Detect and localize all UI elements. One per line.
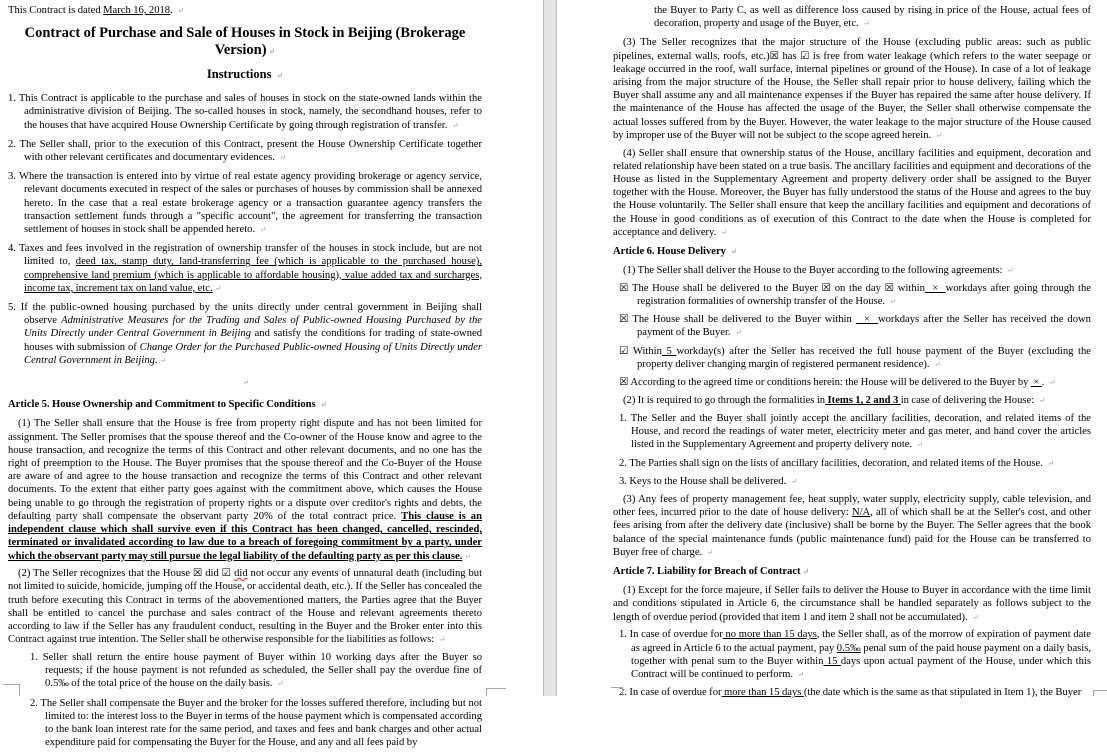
text-run: (1) Except for the force majeure, if Seller fails to deliver the House to Buyer in accordance with the time limit and conditions stipulated in Article 6, the circumstance shall be handled separately as follows subject to the length of overdue period (provided that item 1 and item 2 shall not be accumulated). bbox=[613, 585, 1091, 623]
text-run: 2. In case of overdue for bbox=[619, 687, 722, 699]
paragraph-mark-icon: ↵ bbox=[720, 227, 728, 237]
article5-clause-3 bbox=[613, 36, 1091, 142]
text-run: Instructions bbox=[206, 67, 275, 82]
paragraph-mark-icon: ↵ bbox=[916, 440, 924, 450]
page-2[interactable] bbox=[557, 0, 1107, 699]
text-run: ☒ According to the agreed time or conditions herein: the House will be delivered to the Buyer by bbox=[619, 377, 1031, 389]
text-run: not occur any events of unnatural death (including but not limited to suicide, homicide, jumping off the House, or accidental death, etc.). If the Seller has concealed the truth before executing this Contract in terms of the abovementioned matters, the Parties agree that the Buyer shall be entitled to cancel the purchase and sales contract of the House and relevant agreements thereto according to law if the Seller has any fraudulent conduct, resulting in the Buyer and the Broker enter into this Contract against true intention. The Seller shall be otherwise responsible for the liabilities as follows: bbox=[8, 568, 483, 646]
crop-mark-left-page-bottom-right bbox=[486, 688, 506, 696]
text-run: deed tax, stamp duty, land-transferring fee (which is applicable to the purchased house), comprehensive land premium (which is applicable to affordable housing), value added tax and surcharges, income tax, increment tax on land value, etc. bbox=[24, 256, 482, 294]
crop-mark-right-page-bottom-right bbox=[1093, 690, 1107, 696]
text-run: × bbox=[855, 314, 878, 326]
text-run: March 16, 2018 bbox=[103, 5, 171, 16]
article-5-heading bbox=[8, 398, 482, 411]
paragraph-mark-icon: ↵ bbox=[934, 359, 941, 369]
page-1[interactable] bbox=[0, 0, 543, 749]
text-run: Contract of Purchase and Sale of Houses in Stock in Beijing (Brokerage Version) bbox=[24, 25, 466, 59]
text-run: Change Order for the Purchased Public-owned Housing of Units Directly under Central Government in Beijing bbox=[24, 341, 482, 366]
text-run: in case of delivering the House: bbox=[900, 395, 1037, 407]
text-run: 3. Keys to the House shall be delivered. bbox=[619, 475, 789, 487]
article5-clause-2 bbox=[8, 567, 482, 646]
delivery-option-3 bbox=[613, 345, 1091, 371]
instruction-item-4 bbox=[8, 242, 482, 295]
delivery-option-4 bbox=[613, 376, 1091, 389]
page-1-text-column bbox=[8, 4, 482, 755]
paragraph-mark-icon: ↵ bbox=[1038, 396, 1046, 406]
text-run: This clause is an independent clause which shall survive even if this Contract has been changed, cancelled, rescinded, terminated or invalidated according to law due to a breach of foregoing commitment by a party, under which the observant party may still pursue the legal liability of the defaulting party as per this clause. bbox=[8, 510, 482, 562]
text-run: . bbox=[170, 5, 176, 16]
paragraph-mark-icon: ↵ bbox=[177, 6, 184, 15]
paragraph-mark-icon: ↵ bbox=[159, 355, 167, 365]
text-run: This Contract is dated bbox=[8, 5, 104, 16]
text-run: (1) The Seller shall deliver the House to the Buyer according to the following agreements: bbox=[623, 265, 1005, 277]
text-run: 4. Taxes and fees involved in the registration of ownership transfer of the houses in stock include, but are not limited to, bbox=[8, 243, 482, 268]
text-run: 1. This Contract is applicable to the purchase and sales of houses in stock on the state-owned lands within the administrative division of Beijing. The so-called houses in stock, namely, the secondhand houses, refer to the houses that have acquired House Ownership Certificate by going through registration of transfer. bbox=[8, 93, 482, 131]
paragraph-mark-icon: ↵ bbox=[279, 153, 287, 163]
section-title-instructions bbox=[8, 67, 482, 83]
text-run: . bbox=[154, 354, 158, 366]
text-run: . bbox=[1041, 377, 1047, 389]
text-run: 0.5‰ bbox=[836, 642, 861, 654]
instruction-item-5 bbox=[8, 301, 482, 367]
text-run: (2) It is required to go through the formalities in bbox=[623, 395, 826, 407]
formality-item-3 bbox=[613, 475, 1091, 488]
text-run: 3. Where the transaction is entered into by virtue of real estate agency providing brokerage or agency service, relevant documents executed in respect of the sales or purchases of houses by commission shall be annexed hereto. In the case that a real estate brokerage agency or a transaction guarantee agency transfers the transaction settlement funds through a "specific account", the agreement for transferring the transaction settlement of houses in stock shall be appended hereto. bbox=[8, 171, 482, 236]
paragraph-mark-icon: ↵ bbox=[451, 120, 459, 130]
paragraph-mark-icon: ↵ bbox=[277, 679, 284, 689]
text-run: 2. The Seller shall, prior to the execution of this Contract, present the House Ownership Certificate together with other relevant certificates and documentary evidences. bbox=[8, 138, 482, 164]
article6-clause-1 bbox=[613, 264, 1091, 277]
paragraph-mark-icon: ↵ bbox=[1006, 266, 1014, 276]
text-run: workdays after going through the registration formalities of ownership transfer of the House. bbox=[637, 282, 1091, 308]
formality-item-1 bbox=[613, 412, 1091, 452]
text-run: , all of which shall be at the Seller's cost, and other fees arising from after the delivery date (inclusive) shall be borne by the Buyer. The Seller agrees that the book balance of the special maintenance funds (public maintenance fund) paid for the House can be transferred to Buyer free of charge. bbox=[613, 507, 1091, 558]
paragraph-mark-icon: ↵ bbox=[268, 47, 276, 57]
article6-clause-3 bbox=[613, 493, 1091, 559]
text-run: ☒ The House shall be delivered to the Buyer within bbox=[619, 314, 856, 326]
paragraph-mark-icon: ↵ bbox=[706, 547, 714, 557]
overdue-item-1 bbox=[613, 628, 1091, 681]
text-run: 5. If the public-owned housing purchased by the units directly under central government in Beijing shall observe bbox=[8, 302, 482, 327]
paragraph-mark-icon: ↵ bbox=[889, 297, 897, 307]
paragraph-mark-icon: ↵ bbox=[790, 476, 798, 486]
paragraph-mark-icon: ↵ bbox=[214, 283, 222, 293]
paragraph-mark-icon: ↵ bbox=[242, 378, 250, 388]
paragraph-mark-icon: ↵ bbox=[863, 19, 870, 29]
instruction-item-2 bbox=[8, 138, 482, 164]
text-run: Article 5. House Ownership and Commitment to Specific Conditions bbox=[8, 399, 319, 411]
text-run: 1. In case of overdue for bbox=[619, 629, 723, 641]
article6-clause-2 bbox=[613, 394, 1091, 407]
text-run: (1) The Seller shall ensure that the House is free from property right dispute and has not been limited for assignment. The Seller promises that the spouse thereof and the Co-owner of the House know and agree to the house transaction, and recognize the terms of this Contract and other relevant documents, and no one has the right of preemption to the House. The Buyer promises that the spouse thereof and the Co-Buyer of the House are aware of and agree to the house transaction and recognize the terms of this Contract and other relevant documents. To the extent that either party goes against with the commitment above, which causes the House being unable to go through the registration of property rights or a dispute over creditor's rights and debts, the defaulting party shall compensate the observant party 20% of the total contract price. bbox=[8, 418, 482, 522]
paragraph-mark-icon: ↵ bbox=[972, 612, 979, 622]
text-run: no more than 15 days bbox=[722, 629, 817, 641]
text-run: 2. The Parties shall sign on the lists of ancillary facilities, decoration, and related items of the House. bbox=[619, 457, 1046, 469]
article7-clause-1 bbox=[613, 584, 1091, 624]
delivery-option-1 bbox=[613, 282, 1091, 308]
instruction-item-3 bbox=[8, 170, 482, 236]
article5-clause-1 bbox=[8, 417, 482, 562]
text-run: 15 bbox=[823, 655, 841, 667]
paragraph-mark-icon: ↵ bbox=[1047, 458, 1055, 468]
text-run: the Buyer to Party C, as well as difference loss caused by rising in price of the House, actual fees of decoration, property and usage of the Buyer, etc. bbox=[654, 5, 1091, 30]
article-6-heading bbox=[613, 245, 1091, 258]
instruction-item-1 bbox=[8, 92, 482, 132]
paragraph-mark-icon: ↵ bbox=[802, 567, 810, 577]
text-run: Items 1, 2 and 3 bbox=[825, 395, 901, 407]
formality-item-2 bbox=[613, 457, 1091, 470]
text-run: (3) The Seller recognizes that the major structure of the House (excluding public areas: such as public pipelines, external walls, roofs, etc.)☒ has ☑ is free from water leakage (which refers to the water seepage or leakage occurred in the roof, wall surface, internal pipelines or ground of the House). In case of a lot of leakage arising from the major structure of the House, the Seller shall repair prior to house delivery, failing which the Buyer shall assume any and all maintenance expenses if the Buyer has repaired the same after house delivery. If the maintenance of the House has affected the usage of the Buyer, the Seller shall otherwise compensate the actual losses suffered from by the Buyer. However, the water leakage to the major structure of the House caused by improper use of the Buyer will not be subject to the scope agreed herein. bbox=[613, 37, 1091, 141]
document-title bbox=[8, 25, 482, 60]
delivery-option-2 bbox=[613, 313, 1091, 339]
crop-mark-left-page-bottom-left bbox=[3, 684, 20, 696]
text-run: workdays after the Seller has received the down payment of the Buyer. bbox=[637, 314, 1091, 339]
text-run: and satisfy the conditions for trading of state-owned houses with submission of bbox=[24, 328, 482, 353]
paragraph-mark-icon: ↵ bbox=[735, 328, 742, 338]
paragraph-mark-icon: ↵ bbox=[730, 246, 738, 256]
dateline bbox=[8, 4, 482, 17]
paragraph-mark-icon: ↵ bbox=[1048, 378, 1056, 388]
text-run: (2) The Seller recognizes that the House ☒ did ☑ bbox=[18, 568, 235, 580]
paragraph-mark-icon: ↵ bbox=[320, 400, 327, 410]
overdue-item-2 bbox=[613, 686, 1091, 699]
text-run: ☒ The House shall be delivered to the Buyer ☒ on the day ☒ within bbox=[619, 282, 925, 294]
text-run: penal sum of the paid house payment on a daily basis, together with penal sum to the Buyer within bbox=[631, 642, 1091, 667]
paragraph-mark-icon: ↵ bbox=[276, 71, 284, 81]
text-run: , the Seller shall, as of the morrow of expiration of payment date as agreed in Article 6 to the actual payment, pay bbox=[631, 629, 1091, 654]
text-run: Article 6. House Delivery bbox=[613, 245, 729, 257]
article5-clause-4 bbox=[613, 147, 1091, 239]
text-run: (the date which is the same as that stipulated in Item 1), the Buyer bbox=[803, 687, 1082, 699]
text-run: × bbox=[924, 282, 946, 294]
text-run: Administrative Measures for the Trading and Sales of Public-owned Housing Purchased by the Units Directly under Central Government in Beijing bbox=[24, 315, 482, 340]
article5-clause2-item-1 bbox=[8, 651, 482, 691]
text-run: ☑ Within bbox=[619, 345, 662, 357]
paragraph-mark-icon: ↵ bbox=[935, 130, 943, 140]
paragraph-mark-icon: ↵ bbox=[259, 225, 267, 235]
text-run: 1. Seller shall return the entire house payment of Buyer within 10 working days after the Buyer so requests; if the house payment is not refunded as scheduled, the Seller shall pay the overdue fine of 0.5‰ of the total price of the house on the daily basis. bbox=[30, 651, 482, 690]
blank-paragraph bbox=[8, 376, 482, 389]
crop-mark-right-page-bottom-left bbox=[611, 687, 623, 696]
continued-paragraph bbox=[613, 4, 1091, 30]
page-2-text-column bbox=[613, 4, 1091, 704]
article5-clause2-item-2 bbox=[8, 697, 482, 750]
text-run: 1. The Seller and the Buyer shall jointly accept the ancillary facilities, decoration, and related items of the House, and record the readings of water meter, electricity meter and gas meter, and hand cover the articles listed in the Supplementary Agreement and property delivery note. bbox=[619, 412, 1091, 451]
text-run: 5 bbox=[661, 345, 677, 357]
text-run: × bbox=[1030, 377, 1042, 389]
text-run: did bbox=[234, 568, 248, 580]
text-run: Article 7. Liability for Breach of Contract bbox=[613, 566, 801, 578]
paragraph-mark-icon: ↵ bbox=[464, 551, 471, 561]
text-run: N/A bbox=[851, 507, 871, 519]
text-run: workday(s) after the Seller has received the full house payment of the Buyer (excluding the property deliver changing margin of registered permanent residence). bbox=[637, 345, 1091, 370]
text-run: (4) Seller shall ensure that ownership status of the House, ancillary facilities and equipment, decoration and related relationship have been stated on a true basis. The ancillary facilities and equipment and decorations of the House as listed in the Supplementary Agreement and property delivery order shall be assigned to the Buyer together with the House. Moreover, the Buyer has fully understood the status of the House and agrees to the buy the House voluntarily. The Seller shall ensure that keep the ancillary facilities and equipment and decorations of the House in good conditions as of execution of this Contract to the date when the House is completed for acceptance and delivery. bbox=[613, 147, 1091, 238]
paragraph-mark-icon: ↵ bbox=[797, 669, 805, 679]
page-gap bbox=[543, 0, 557, 696]
paragraph-mark-icon: ↵ bbox=[438, 635, 446, 645]
text-run: days upon actual payment of the House, under which this Contract will be continued to perform. bbox=[631, 655, 1091, 680]
text-run: (3) Any fees of property management fee, heat supply, water supply, electricity supply, cable television, and other fees, incurred prior to the date of house delivery: bbox=[613, 494, 1091, 519]
text-run: 2. The Seller shall compensate the Buyer and the broker for the losses suffered therefore, including but not limited to: the interest loss to the Buyer in terms of the house payment which is compensated according to the bank loan interest rate for the same period, and taxes and fees and bank charges and other actual expenditure paid for compensating the Buyer for the House, and any and all fees paid by bbox=[30, 697, 482, 749]
article-7-heading bbox=[613, 565, 1091, 578]
text-run: more than 15 days bbox=[721, 687, 804, 699]
